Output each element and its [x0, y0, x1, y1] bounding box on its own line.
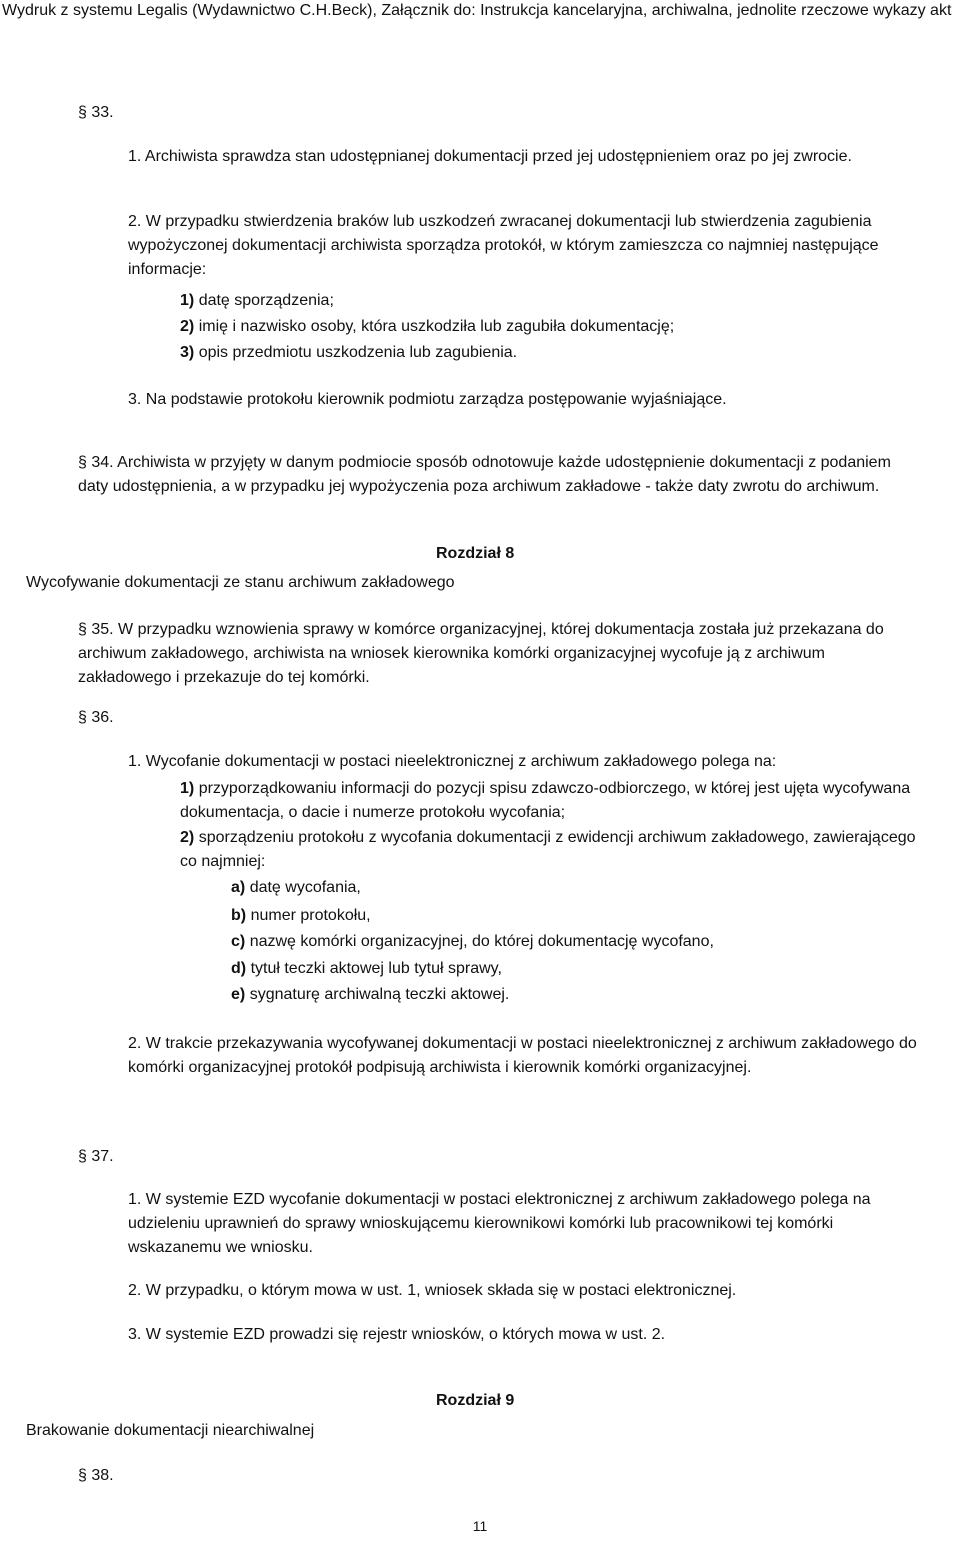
section-33-ust-1: 1. Archiwista sprawdza stan udostępnianej dokumentacji przed jej udostępnieniem oraz po jej zwrocie. [128, 148, 852, 165]
print-header: Wydruk z systemu Legalis (Wydawnictwo C.H.Beck), Załącznik do: Instrukcja kancelaryjna, archiwalna, jednolite rzeczowe wykazy akt [2, 2, 952, 19]
section-34: § 34. Archiwista w przyjęty w danym podmiocie sposób odnotowuje każde udostępnienie dokumentacji z podaniem daty udostępnienia, a w przypadku jej wypożyczenia poza archiwum zakładowe - także daty zwrotu do archiwum. [78, 454, 891, 495]
letter-text: numer protokołu, [250, 907, 371, 924]
section-37-ust-3: 3. W systemie EZD prowadzi się rejestr wniosków, o których mowa w ust. 2. [128, 1326, 666, 1343]
section-37-ust-1: 1. W systemie EZD wycofanie dokumentacji w postaci elektronicznej z archiwum zakładowego polega na udzieleniu uprawnień do sprawy wnioskującemu kierownikowi komórki lub pracownikowi tej komórki wskazanemu we wniosku. [128, 1191, 871, 1256]
letter-label: a) [231, 879, 246, 896]
point-text: opis przedmiotu uszkodzenia lub zagubienia. [198, 344, 518, 361]
point-text: przyporządkowaniu informacji do pozycji spisu zdawczo-odbiorczego, w której jest ujęta wycofywana dokumentacja, o dacie i numerze protokołu wycofania; [180, 780, 911, 821]
section-36-ust-1: 1. Wycofanie dokumentacji w postaci nieelektronicznej z archiwum zakładowego polega na: [128, 753, 777, 770]
section-36-letter-c [231, 930, 714, 954]
point-text: datę sporządzenia; [198, 292, 334, 309]
section-37-ust-2: 2. W przypadku, o którym mowa w ust. 1, wniosek składa się w postaci elektronicznej. [128, 1282, 737, 1299]
section-33-ust-3: 3. Na podstawie protokołu kierownik podmiotu zarządza postępowanie wyjaśniające. [128, 391, 727, 408]
point-number: 2) [180, 318, 195, 335]
section-36-letter-b [231, 904, 371, 928]
letter-text: nazwę komórki organizacyjnej, do której dokumentację wycofano, [249, 933, 714, 950]
section-38-label: § 38. [78, 1467, 114, 1484]
point-number: 3) [180, 344, 195, 361]
section-33-point-3 [180, 341, 517, 365]
section-33-point-1 [180, 289, 334, 313]
section-33-point-2 [180, 315, 674, 339]
point-number: 1) [180, 292, 195, 309]
letter-text: tytuł teczki aktowej lub tytuł sprawy, [250, 960, 502, 977]
page-number: 11 [472, 1518, 488, 1534]
chapter-8-title: Wycofywanie dokumentacji ze stanu archiwum zakładowego [26, 574, 455, 591]
section-36-letter-d [231, 957, 502, 981]
section-33-ust-2: 2. W przypadku stwierdzenia braków lub uszkodzeń zwracanej dokumentacji lub stwierdzenia zagubienia wypożyczonej dokumentacji archiwista sporządza protokół, w którym zamieszcza co najmniej następujące informacje: [128, 213, 879, 278]
section-33-label: § 33. [78, 104, 114, 121]
chapter-8-number: Rozdział 8 [436, 545, 515, 562]
section-36-label: § 36. [78, 709, 114, 726]
chapter-9-title: Brakowanie dokumentacji niearchiwalnej [26, 1422, 315, 1439]
letter-label: e) [231, 986, 246, 1003]
section-37-label: § 37. [78, 1148, 114, 1165]
point-number: 2) [180, 829, 195, 846]
section-36-point-2 [180, 826, 918, 874]
letter-text: sygnaturę archiwalną teczki aktowej. [249, 986, 510, 1003]
section-36-letter-a [231, 876, 361, 900]
section-35: § 35. W przypadku wznowienia sprawy w komórce organizacyjnej, której dokumentacja została już przekazana do archiwum zakładowego, archiwista na wniosek kierownika komórki organizacyjnej wycofuje ją z archiwum zakładowego i przekazuje do tej komórki. [78, 621, 884, 686]
letter-label: b) [231, 907, 247, 924]
point-text: imię i nazwisko osoby, która uszkodziła lub zagubiła dokumentację; [198, 318, 675, 335]
section-36-point-1 [180, 777, 918, 825]
letter-label: d) [231, 960, 247, 977]
letter-text: datę wycofania, [249, 879, 361, 896]
section-36-letter-e [231, 983, 509, 1007]
point-text: sporządzeniu protokołu z wycofania dokumentacji z ewidencji archiwum zakładowego, zawierającego co najmniej: [180, 829, 916, 870]
point-number: 1) [180, 780, 195, 797]
letter-label: c) [231, 933, 246, 950]
section-36-ust-2: 2. W trakcie przekazywania wycofywanej dokumentacji w postaci nieelektronicznej z archiwum zakładowego do komórki organizacyjnej protokół podpisują archiwista i kierownik komórki organizacyjnej. [128, 1035, 917, 1076]
chapter-9-number: Rozdział 9 [436, 1392, 515, 1409]
